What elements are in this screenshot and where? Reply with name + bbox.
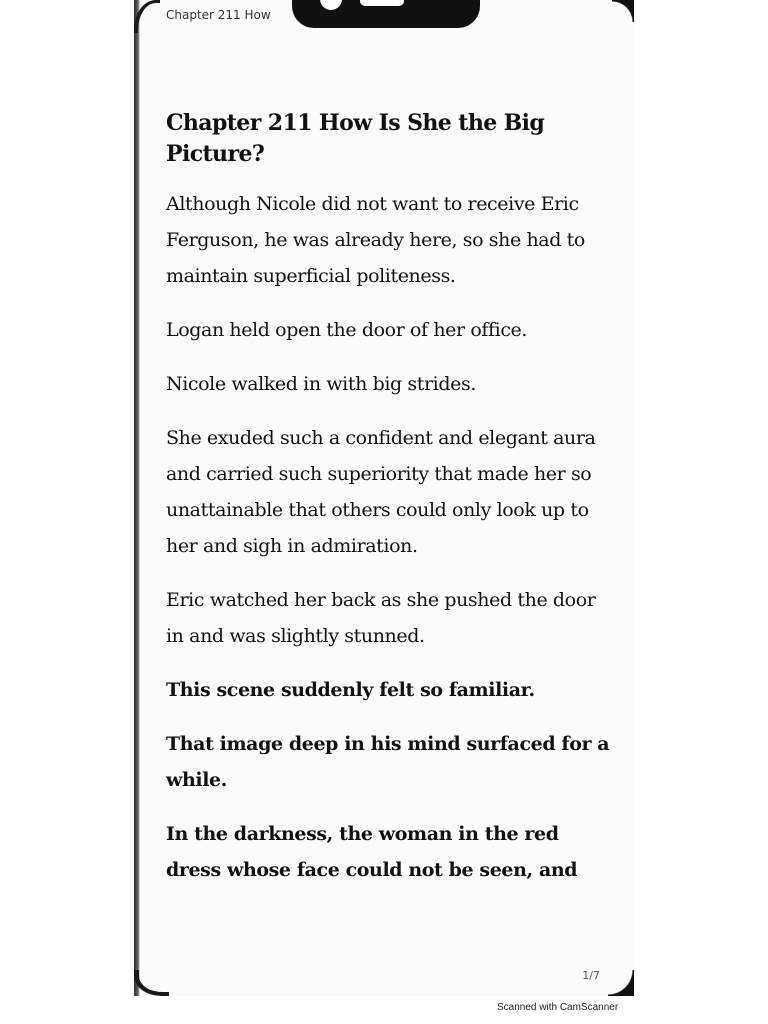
paragraph: That image deep in his mind surfaced for a while. [166, 733, 610, 791]
paragraph: Logan held open the door of her office. [166, 319, 528, 341]
phone-screen [134, 0, 634, 996]
page-indicator: 1/7 [582, 969, 600, 982]
paragraph: Although Nicole did not want to receive Eric Ferguson, he was already here, so she had to maintain superficial politeness. [166, 193, 585, 287]
paragraph: In the darkness, the woman in the red dress whose face could not be seen, and [166, 823, 578, 881]
scanner-watermark: Scanned with CamScanner [497, 1002, 619, 1013]
paragraph: This scene suddenly felt so familiar. [166, 679, 535, 701]
reader-header-title: Chapter 211 How [166, 8, 271, 22]
bezel-corner [612, 0, 634, 22]
chapter-content[interactable] [166, 108, 616, 906]
speaker-icon [360, 0, 404, 6]
bezel-corner [608, 970, 634, 996]
chapter-title: Chapter 211 How Is She the Big Picture? [166, 110, 545, 167]
paragraph: She exuded such a confident and elegant aura and carried such superiority that made her so unattainable that others could only look up to her and sigh in admiration. [166, 427, 596, 557]
paragraph: Nicole walked in with big strides. [166, 373, 476, 395]
bezel-edge [134, 0, 140, 996]
paragraph: Eric watched her back as she pushed the door in and was slightly stunned. [166, 589, 596, 647]
